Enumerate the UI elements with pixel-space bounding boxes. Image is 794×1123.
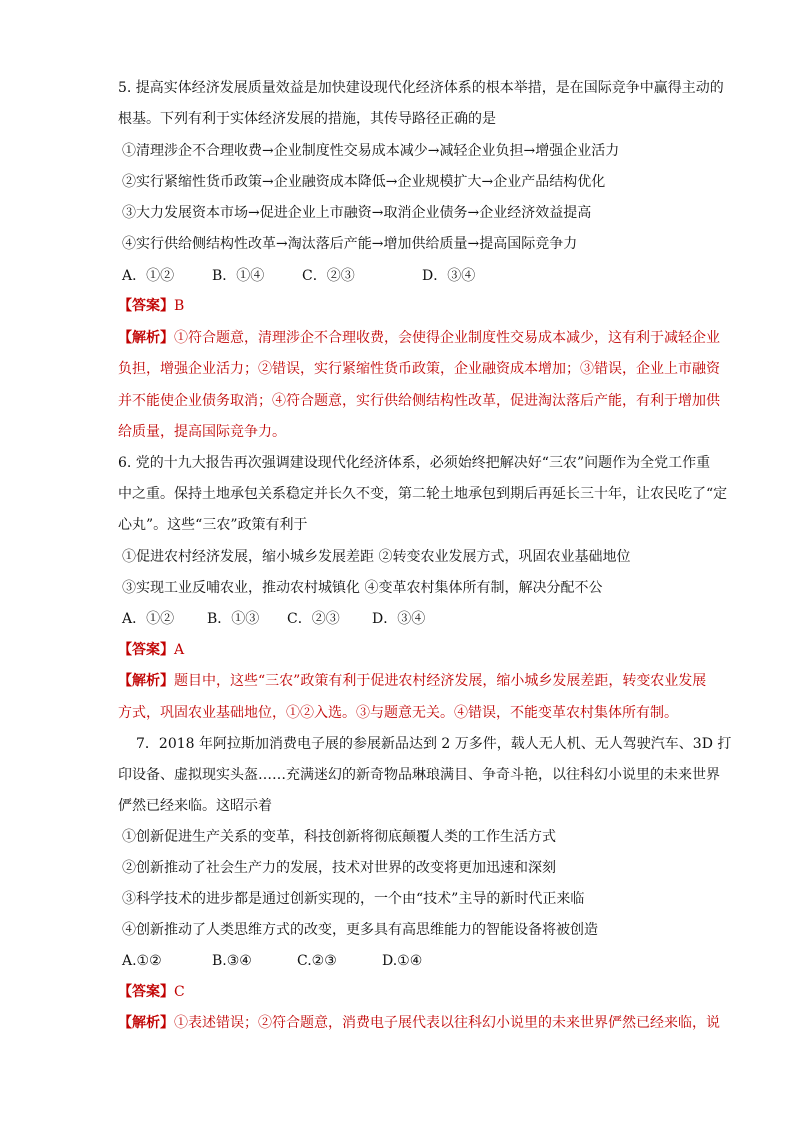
question-6-analysis-line-1 (118, 671, 706, 691)
choice-d: D.①④ (382, 953, 423, 969)
answer-value: B (174, 298, 185, 314)
question-5-option-2: ②实行紧缩性货币政策→企业融资成本降低→企业规模扩大→企业产品结构优化 (122, 174, 606, 190)
question-5-option-4: ④实行供给侧结构性改革→淘汰落后产能→增加供给质量→提高国际竞争力 (122, 236, 578, 252)
choice-c: C．②③ (302, 268, 355, 284)
question-7-line-3: 俨然已经来临。这昭示着 (118, 798, 272, 814)
question-6-answer (118, 640, 184, 660)
question-7-analysis-line-1 (118, 1013, 720, 1033)
analysis-text: ①符合题意，清理涉企不合理收费，会使得企业制度性交易成本减少，这有利于减轻企业 (174, 330, 720, 346)
question-6-line-1: 6. 党的十九大报告再次强调建设现代化经济体系，必须始终把解决好“三农”问题作为全党工作重 (118, 455, 711, 471)
answer-tag: 【答案】 (118, 298, 174, 314)
question-5-analysis-line-1 (118, 328, 720, 348)
question-5-answer (118, 296, 184, 316)
answer-tag: 【答案】 (118, 642, 174, 658)
question-6-analysis-line-2: 方式，巩固农业基础地位，①②入选。③与题意无关。④错误，不能变革农村集体所有制。 (118, 705, 678, 721)
question-7-answer (118, 982, 185, 1002)
choice-c: C．②③ (287, 611, 340, 627)
choice-c: C.②③ (297, 953, 337, 969)
question-7-option-4: ④创新推动了人类思维方式的改变，更多具有高思维能力的智能设备将被创造 (122, 922, 598, 938)
question-7-choices (122, 951, 422, 971)
analysis-text: 题目中，这些“三农”政策有利于促进农村经济发展，缩小城乡发展差距，转变农业发展 (174, 673, 707, 689)
question-5-line-2: 根基。下列有利于实体经济发展的措施，其传导路径正确的是 (118, 111, 496, 127)
analysis-tag: 【解析】 (118, 673, 174, 689)
question-5-line-1: 5. 提高实体经济发展质量效益是加快建设现代化经济体系的根本举措，是在国际竞争中赢得主动的 (118, 80, 724, 96)
question-5-analysis-line-3: 并不能使企业债务取消；④符合题意，实行供给侧结构性改革，促进淘汰落后产能，有利于增加供 (118, 393, 720, 409)
choice-b: B．①④ (212, 268, 265, 284)
question-7-option-3: ③科学技术的进步都是通过创新实现的，一个由“技术”主导的新时代正来临 (122, 891, 585, 907)
question-6-line-3: 心丸”。这些“三农”政策有利于 (118, 517, 308, 533)
choice-b: B．①③ (207, 611, 260, 627)
question-5-analysis-line-2: 负担，增强企业活力；②错误，实行紧缩性货币政策，企业融资成本增加；③错误，企业上市融资 (118, 361, 720, 377)
question-6-choices (122, 609, 425, 629)
question-7-line-1: 7．2018 年阿拉斯加消费电子展的参展新品达到 2 万多件，载人无人机、无人驾驶汽车、3D 打 (136, 736, 732, 752)
question-6-option-2: ③实现工业反哺农业，推动农村城镇化 ④变革农村集体所有制，解决分配不公 (122, 580, 603, 596)
choice-b: B.③④ (212, 953, 252, 969)
choice-d: D．③④ (422, 268, 476, 284)
question-5-choices (122, 266, 475, 286)
choice-d: D．③④ (372, 611, 426, 627)
analysis-tag: 【解析】 (118, 330, 174, 346)
analysis-text: ①表述错误；②符合题意，消费电子展代表以往科幻小说里的未来世界俨然已经来临，说 (174, 1015, 720, 1031)
question-7-line-2: 印设备、虚拟现实头盔……充满迷幻的新奇物品琳琅满目、争奇斗艳，以往科幻小说里的未来世界 (118, 767, 720, 783)
choice-a: A．①② (122, 268, 175, 284)
question-7-option-2: ②创新推动了社会生产力的发展，技术对世界的改变将更加迅速和深刻 (122, 860, 556, 876)
analysis-tag: 【解析】 (118, 1015, 174, 1031)
answer-value: C (174, 984, 185, 1000)
question-5-analysis-line-4: 给质量，提高国际竞争力。 (118, 424, 286, 440)
choice-a: A.①② (122, 953, 162, 969)
question-5-option-3: ③大力发展资本市场→促进企业上市融资→取消企业债务→企业经济效益提高 (122, 205, 592, 221)
choice-a: A．①② (122, 611, 175, 627)
answer-value: A (174, 642, 185, 658)
answer-tag: 【答案】 (118, 984, 174, 1000)
question-7-option-1: ①创新促进生产关系的变革，科技创新将彻底颠覆人类的工作生活方式 (122, 829, 556, 845)
question-5-option-1: ①清理涉企不合理收费→企业制度性交易成本减少→减轻企业负担→增强企业活力 (122, 143, 620, 159)
question-6-line-2: 中之重。保持土地承包关系稳定并长久不变，第二轮土地承包到期后再延长三十年，让农民吃了“定 (118, 486, 728, 502)
question-6-option-1: ①促进农村经济发展，缩小城乡发展差距 ②转变农业发展方式，巩固农业基础地位 (122, 549, 631, 565)
